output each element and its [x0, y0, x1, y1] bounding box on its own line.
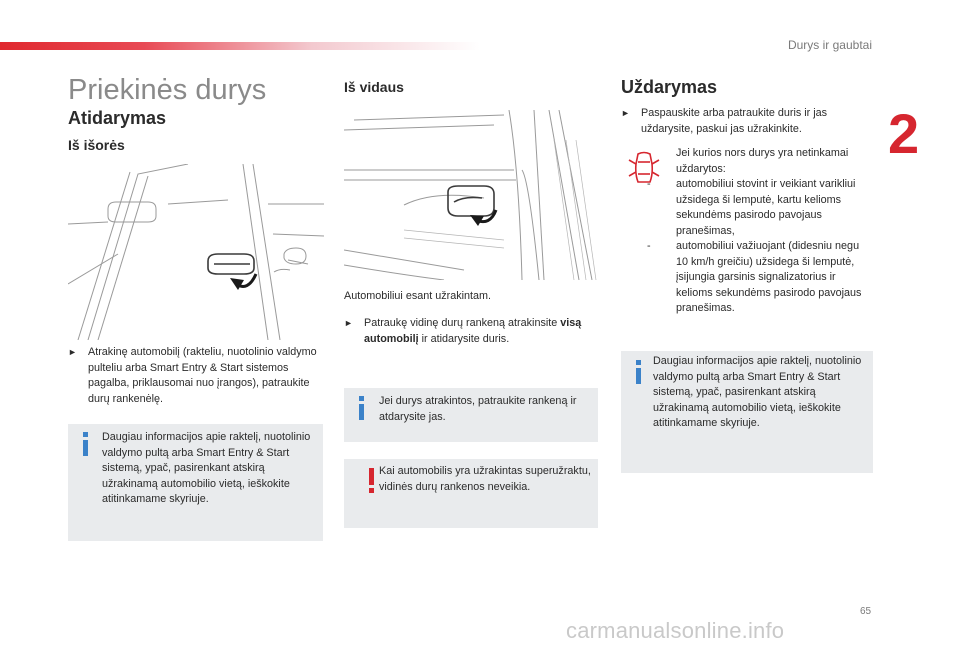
info-box-left-text: Daugiau informacijos apie raktelį, nuotolinio valdymo pultą arba Smart Entry & Start sistemą, ypač, pasirenkant atskirą užrakinamą automobilio vietą, ieškokite atitinkamame skyriuje. — [102, 431, 311, 505]
info-box-right — [621, 351, 873, 473]
warning-icon — [367, 468, 377, 494]
warning-box-middle — [344, 459, 598, 528]
bullet-close — [621, 106, 873, 137]
arrow-bullet-icon: ► — [344, 318, 353, 328]
info-box-right-text: Daugiau informacijos apie raktelį, nuotolinio valdymo pultą arba Smart Entry & Start sistemą, ypač, pasirenkant atskirą užrakinamą automobilio vietą, ieškokite atitinkamame skyriuje. — [653, 355, 862, 429]
section-heading-closing: Uždarymas — [621, 77, 718, 97]
page-number: 65 — [860, 606, 872, 617]
list-item: - automobiliui važiuojant (didesniu negu 10 km/h greičiu) užsidega ši lemputė, įsijungia garsinis signalizatorius ir kelioms sekundėms pasirodo pavojaus pranešimas. — [647, 239, 873, 317]
bullet-close-text: Paspauskite arba patraukite duris ir jas uždarysite, paskui jas užrakinkite. — [641, 107, 828, 135]
door-warning-list — [647, 177, 873, 317]
warning-box-middle-text: Kai automobilis yra užrakintas superužraktu, vidinės durų rankenos neveikia. — [379, 465, 591, 493]
info-box-left — [68, 424, 323, 541]
arrow-bullet-icon: ► — [621, 108, 630, 118]
bullet-open-inside-text-bold: visą automobilį — [364, 317, 582, 345]
section-title: Durys ir gaubtai — [787, 38, 872, 52]
page-title: Priekinės durys — [68, 74, 267, 106]
chapter-number: 2 — [888, 102, 920, 165]
info-icon — [80, 432, 94, 458]
info-icon — [356, 396, 370, 422]
door-warning-intro: Jei kurios nors durys yra netinkamai uždarytos: — [676, 147, 849, 175]
section-heading-opening: Atidarymas — [68, 108, 167, 128]
interior-door-handle-illustration — [344, 110, 599, 280]
list-item: - automobiliui stovint ir veikiant varikliui užsidega ši lemputė, kartu kelioms sekundėms pasirodo pavojaus pranešimas, — [647, 177, 873, 239]
bullet-open-outside — [68, 345, 324, 407]
bullet-open-inside-text-pre: Patraukę vidinę durų rankeną atrakinsite — [364, 317, 561, 329]
header-accent-bar — [0, 42, 480, 50]
info-icon — [633, 360, 647, 386]
bullet-open-inside-text-post: ir atidarysite duris. — [418, 332, 510, 345]
watermark: carmanualsonline.info — [566, 618, 785, 643]
info-box-middle-text: Jei durys atrakintos, patraukite rankeną ir atdarysite jas. — [379, 395, 577, 423]
bullet-open-inside — [344, 316, 599, 347]
arrow-bullet-icon: ► — [68, 347, 77, 357]
door-warning-text — [647, 146, 873, 317]
inside-caption: Automobiliui esant užrakintam. — [344, 290, 492, 302]
info-box-middle — [344, 388, 598, 442]
subheading-outside: Iš išorės — [68, 137, 125, 153]
subheading-inside: Iš vidaus — [344, 79, 404, 95]
bullet-open-outside-text: Atrakinę automobilį (rakteliu, nuotolinio valdymo pulteliu arba Smart Entry & Start sistemos pagalba, priklausomai nuo įrangos), patraukite durų rankenėlę. — [88, 346, 317, 405]
exterior-door-handle-illustration — [68, 164, 324, 340]
